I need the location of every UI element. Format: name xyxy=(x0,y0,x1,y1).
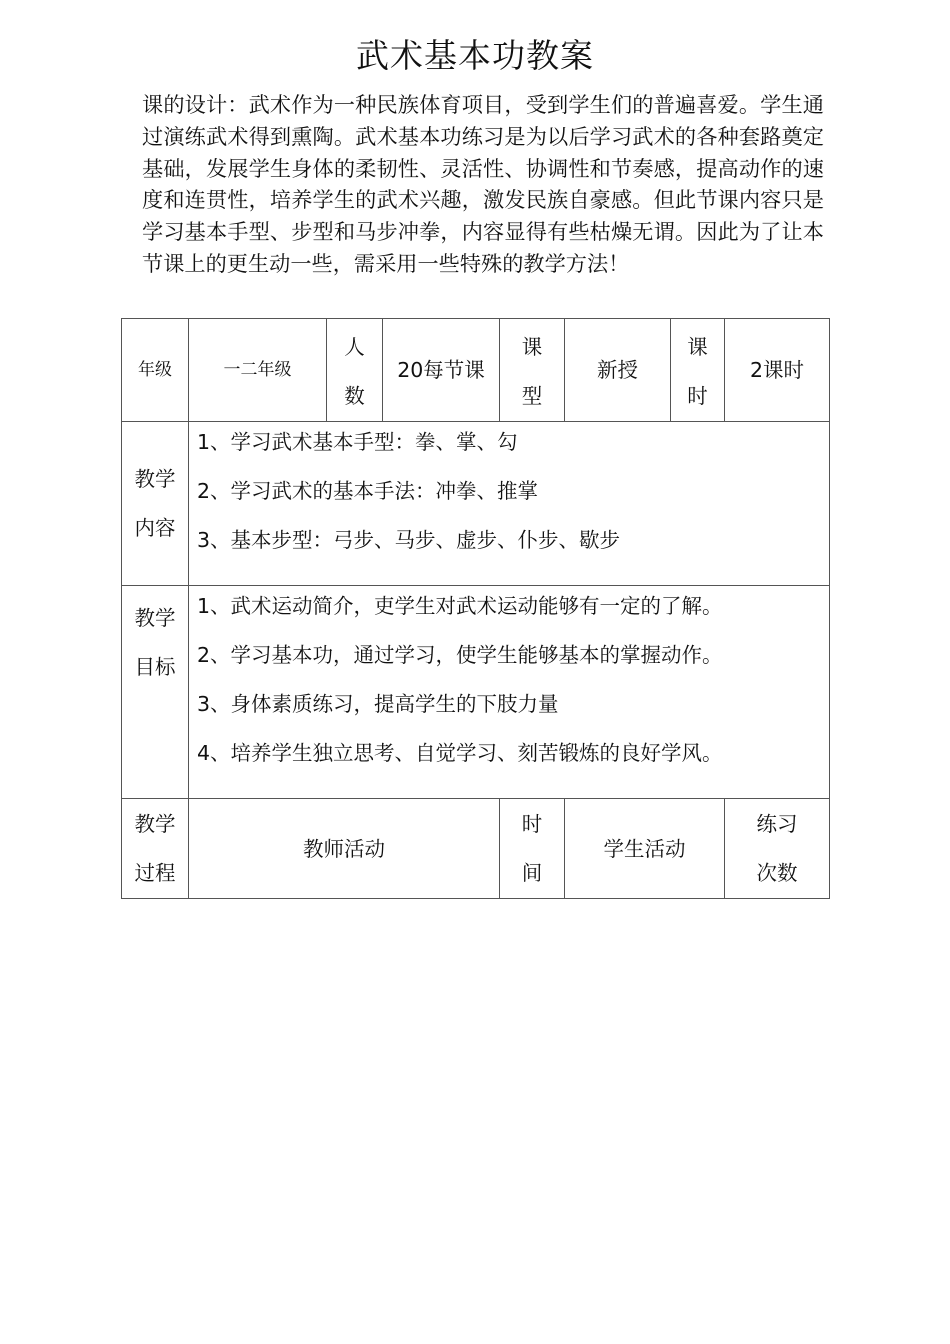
grade-label: 年级 xyxy=(122,319,189,422)
goals-label-line-1: 教学 xyxy=(134,606,176,630)
count-label xyxy=(327,319,383,422)
list-item: 1、武术运动简介，吏学生对武术运动能够有一定的了解。 xyxy=(197,594,723,618)
count-label-line-1: 人 xyxy=(344,335,365,359)
goals-row xyxy=(122,586,830,799)
goals-list xyxy=(189,586,830,799)
document-title: 武术基本功教案 xyxy=(356,36,594,75)
content-label-line-1: 教学 xyxy=(134,466,176,491)
list-item: 1、学习武术基本手型：拳、掌、勾 xyxy=(197,430,518,454)
list-item: 2、学习基本功，通过学习，使学生能够基本的掌握动作。 xyxy=(197,643,723,667)
list-item: 3、基本步型：弓步、马步、虚步、仆步、歇步 xyxy=(197,528,621,552)
content-label xyxy=(122,422,189,586)
type-label-line-1: 课 xyxy=(521,335,543,359)
process-label-line-1: 教学 xyxy=(134,811,176,836)
goals-label-line-2: 目标 xyxy=(134,655,176,679)
grade-value: 一二年级 xyxy=(189,319,327,422)
content-row xyxy=(122,422,830,586)
time-header-line-2: 间 xyxy=(521,860,543,885)
lesson-plan-table xyxy=(121,318,830,899)
type-label xyxy=(500,319,565,422)
process-label xyxy=(122,799,189,899)
hours-label xyxy=(671,319,725,422)
content-label-line-2: 内容 xyxy=(134,515,176,540)
teacher-activity-header: 教师活动 xyxy=(189,799,500,899)
process-row xyxy=(122,799,830,899)
practice-count-header-line-1: 练习 xyxy=(756,811,798,836)
count-value: 20每节课 xyxy=(383,319,500,422)
list-item: 2、学习武术的基本手法：冲拳、推掌 xyxy=(197,479,539,503)
goals-label xyxy=(122,586,189,799)
list-item: 4、培养学生独立思考、自觉学习、刻苦锻炼的良好学风。 xyxy=(197,741,723,765)
practice-count-header xyxy=(725,799,830,899)
content-list xyxy=(189,422,830,586)
count-label-line-2: 数 xyxy=(344,384,365,408)
hours-label-line-1: 课 xyxy=(687,335,708,359)
time-header xyxy=(500,799,565,899)
header-row xyxy=(122,319,830,422)
list-item: 3、身体素质练习，提高学生的下肢力量 xyxy=(197,692,559,716)
type-label-line-2: 型 xyxy=(521,384,543,408)
hours-value: 2课时 xyxy=(725,319,830,422)
student-activity-header: 学生活动 xyxy=(565,799,725,899)
time-header-line-1: 时 xyxy=(521,811,543,836)
process-label-line-2: 过程 xyxy=(134,860,176,885)
type-value: 新授 xyxy=(565,319,671,422)
practice-count-header-line-2: 次数 xyxy=(756,860,798,885)
hours-label-line-2: 时 xyxy=(687,384,708,408)
course-design-paragraph: 课的设计：武术作为一种民族体育项目，受到学生们的普遍喜爱。学生通过演练武术得到熏陶。武术基本功练习是为以后学习武术的各种套路奠定基础，发展学生身体的柔韧性、灵活性、协调性和节奏感，提高动作的速度和连贯性，培养学生的武术兴趣，激发民族自豪感。但此节课内容只是学习基本手型、步型和马步冲拳，内容显得有些枯燥无谓。因此为了让本节课上的更生动一些，需采用一些特殊的教学方法！ xyxy=(142,92,824,276)
